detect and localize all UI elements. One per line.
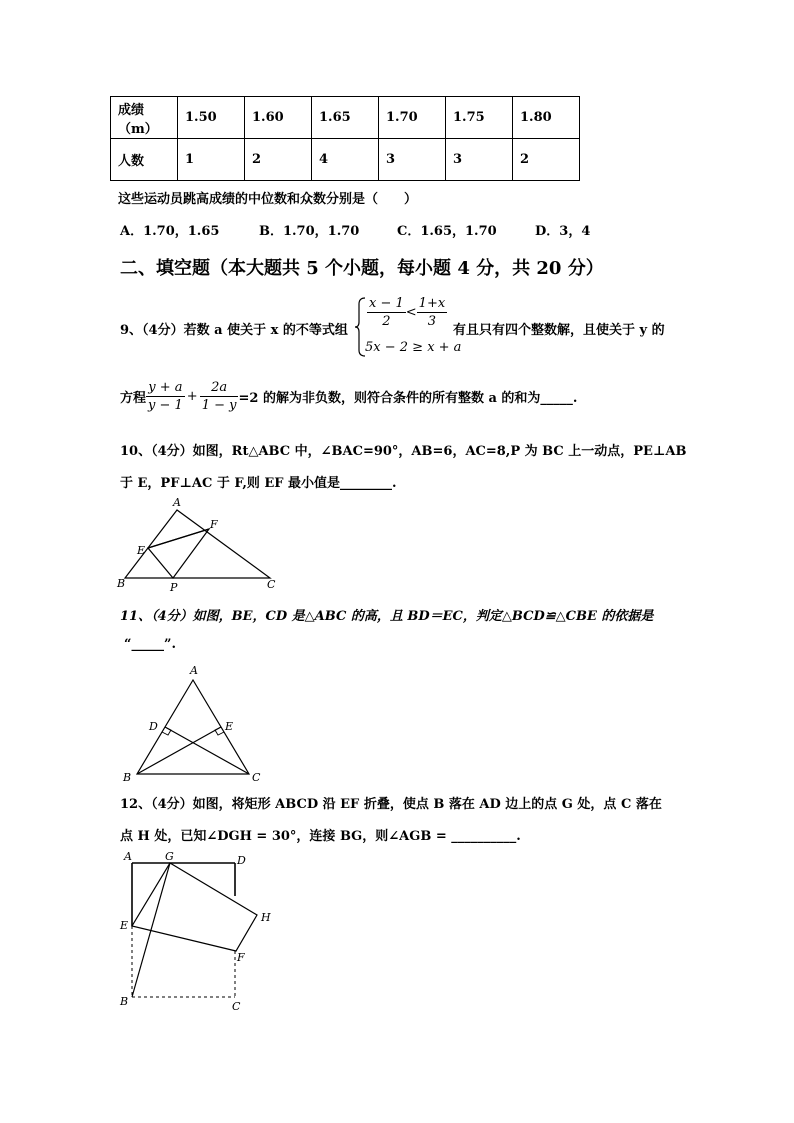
q12-figure xyxy=(115,848,285,1018)
q12-line2: 点 H 处，已知∠DGH = 30°，连接 BG，则∠AGB = __________. xyxy=(120,829,521,844)
label-a: A xyxy=(190,664,198,677)
q9-line2-lead: 方程 xyxy=(120,391,147,406)
label-f: F xyxy=(210,518,218,531)
q9-tail: 有且只有四个整数解，且使关于 y 的 xyxy=(453,323,665,338)
label-f: F xyxy=(237,951,245,964)
table-cell: 人数 xyxy=(111,139,178,181)
q9-inequality-system: $\frac{x - 1}{2}$ < $\frac{1+x}{3}$ 5x − 2 ≥ x + a xyxy=(355,296,450,358)
table-row xyxy=(111,139,580,181)
table-cell: 1.50 xyxy=(178,97,245,139)
folded-quad-gHFE xyxy=(132,863,257,951)
segment-bg xyxy=(132,863,170,997)
label-h: H xyxy=(261,911,271,924)
label-a: A xyxy=(124,850,132,863)
q11-line1: 11、（4分）如图，BE，CD 是△ABC 的高，且 BD＝EC，判定△BCD≌△CBE 的依据是 xyxy=(120,609,654,624)
label-p: P xyxy=(170,581,178,594)
label-c: C xyxy=(267,578,276,591)
q9-equation-line: 方程 $\frac{y + a}{y - 1}$ + $\frac{2a}{1 - y}$ =2 的解为非负数，则符合条件的所有整数 a 的和为_____. xyxy=(120,380,578,413)
q10-figure xyxy=(115,494,285,594)
q12-line1: 12、（4分）如图，将矩形 ABCD 沿 EF 折叠，使点 B 落在 AD 边上的点 G 处，点 C 落在 xyxy=(120,797,662,812)
label-e: E xyxy=(120,919,129,932)
label-b: B xyxy=(120,995,129,1008)
table-cell: 2 xyxy=(245,139,312,181)
q9-frac-left: $\frac{x - 1}{2}$ xyxy=(369,296,404,329)
q8-option-a: A．1.70，1.65 xyxy=(120,224,220,239)
table-cell: 4 xyxy=(312,139,379,181)
q9-ineq2: 5x − 2 ≥ x + a xyxy=(365,340,462,355)
q9-lead: 9、（4分）若数 a 使关于 x 的不等式组 xyxy=(120,323,348,338)
label-g: G xyxy=(165,850,174,863)
q11-figure xyxy=(115,660,275,785)
label-a: A xyxy=(173,496,181,509)
right-angle-d-icon xyxy=(162,727,171,735)
q9-frac-right: $\frac{1+x}{3}$ xyxy=(418,296,446,329)
label-d: D xyxy=(237,854,246,867)
segment-ef xyxy=(148,529,209,548)
table-cell: 1.65 xyxy=(312,97,379,139)
right-angle-e-icon xyxy=(215,727,224,735)
table-cell: 1.70 xyxy=(379,97,446,139)
table-cell: 2 xyxy=(513,139,580,181)
altitude-be xyxy=(137,727,221,774)
q10-line2: 于 E，PF⊥AC 于 F,则 EF 最小值是________. xyxy=(120,476,397,491)
label-e: E xyxy=(137,544,146,557)
label-d: D xyxy=(149,720,158,733)
q10-line1: 10、（4分）如图，Rt△ABC 中，∠BAC=90°，AB=6，AC=8,P 为 BC 上一动点，PE⊥AB xyxy=(120,444,687,459)
q9-equation-frac1: $\frac{y + a}{y - 1}$ xyxy=(148,380,183,413)
table-cell: 1.80 xyxy=(513,97,580,139)
altitude-cd xyxy=(165,727,249,774)
table-cell: 成绩（m） xyxy=(111,97,178,139)
table-cell: 1 xyxy=(178,139,245,181)
table-cell: 1.60 xyxy=(245,97,312,139)
label-c: C xyxy=(232,1000,241,1013)
q8-question: 这些运动员跳高成绩的中位数和众数分别是（ ） xyxy=(118,192,418,207)
table-cell: 3 xyxy=(446,139,513,181)
q9-equation-frac2: $\frac{2a}{1 - y}$ xyxy=(201,380,237,413)
section-heading: 二、填空题（本大题共 5 个小题，每小题 4 分，共 20 分） xyxy=(120,258,604,279)
label-b: B xyxy=(117,577,126,590)
label-b: B xyxy=(123,771,132,784)
label-e: E xyxy=(225,720,234,733)
table-cell: 3 xyxy=(379,139,446,181)
q8-option-d: D．3，4 xyxy=(535,224,591,239)
q9-line2-tail: =2 的解为非负数，则符合条件的所有整数 a 的和为_____. xyxy=(238,391,578,406)
q8-option-c: C．1.65，1.70 xyxy=(397,224,497,239)
label-c: C xyxy=(252,771,261,784)
score-table xyxy=(110,96,580,181)
q8-option-b: B．1.70，1.70 xyxy=(259,224,360,239)
q11-line2: “_____”. xyxy=(124,637,176,652)
table-cell: 1.75 xyxy=(446,97,513,139)
table-header-row xyxy=(111,97,580,139)
